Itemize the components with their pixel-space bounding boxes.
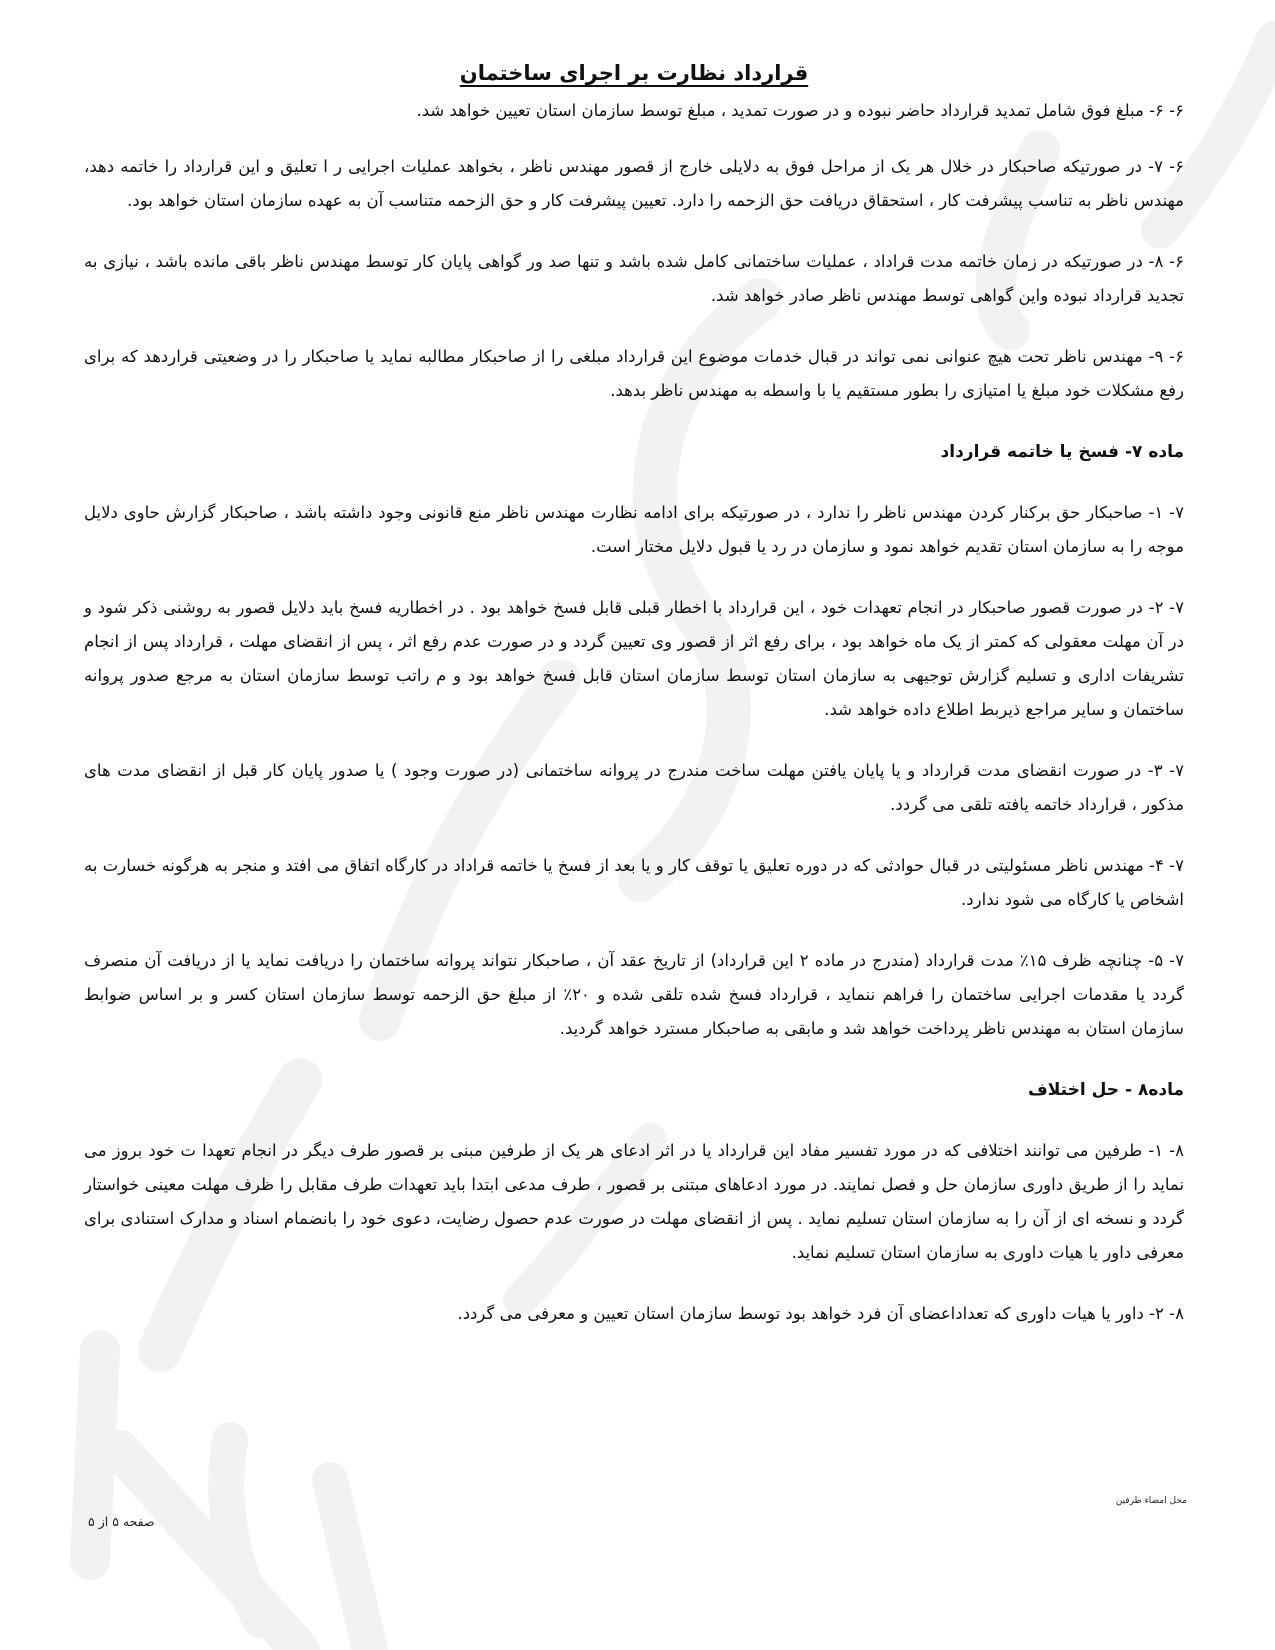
document-title: قرارداد نظارت بر اجرای ساختمان <box>459 61 809 85</box>
clause-6-8: ۶- ۸- در صورتیکه در زمان خاتمه مدت قراداد ، عملیات ساختمانی کامل شده باشد و تنها صد ور گواهی پایان کار توسط مهندس ناظر باقی مانده باشد ، نیازی به تجدید قرارداد نبوده واین گواهی توسط مهندس ناظر صادر خواهد شد. <box>84 252 1184 305</box>
clause-7-5: ۷- ۵- چنانچه ظرف ۱۵٪ مدت قرارداد (مندرج در ماده ۲ این قرارداد) از تاریخ عقد آن ، صاحبکار نتواند پروانه ساختمان را دریافت نماید یا از دریافت آن منصرف گردد یا مقدمات اجرایی ساختمان را فراهم ننماید ، قرارداد فسخ شده تلقی شده و ۲۰٪ از مبلغ حق الزحمه توسط سازمان استان کسر و بر اساس ضوابط سازمان استان به مهندس ناظر پرداخت خواهد شد و مابقی به صاحبکار مسترد خواهد گردید. <box>84 951 1185 1038</box>
clause-7-2: ۷- ۲- در صورت قصور صاحبکار در انجام تعهدات خود ، این قرارداد با اخطار قبلی قابل فسخ خواهد بود . در اخطاریه فسخ باید دلایل قصور به روشنی ذکر شود و در آن مهلت معقولی که کمتر از یک ماه خواهد بود ، برای رفع اثر از قصور وی تعیین گردد و در صورت عدم رفع اثر ، پس از انقضای مهلت ، قرارداد پس از انجام تشریفات اداری و تسلیم گزارش توجیهی به سازمان استان توسط سازمان استان قابل فسخ خواهد بود و م راتب توسط سازمان استان به مرجع صدور پروانه ساختمان و سایر مراجع ذیربط اطلاع داده خواهد شد. <box>84 598 1185 719</box>
clause-7-4: ۷- ۴- مهندس ناظر مسئولیتی در قبال حوادثی که در دوره تعلیق یا توقف کار و یا بعد از فسخ یا خاتمه قراداد در کارگاه اتفاق می افتد و منجر به هرگونه خسارت به اشخاص یا کارگاه می شود ندارد. <box>84 856 1184 909</box>
article-8-heading: ماده۸ - حل اختلاف <box>1028 1080 1184 1100</box>
article-7-heading: ماده ۷- فسخ یا خاتمه قرارداد <box>940 442 1184 462</box>
clause-8-2: ۸- ۲- داور یا هیات داوری که تعداداعضای آن فرد خواهد بود توسط سازمان استان تعیین و معرفی می گردد. <box>457 1304 1184 1323</box>
clause-7-3: ۷- ۳- در صورت انقضای مدت قرارداد و یا پایان یافتن مهلت ساخت مندرج در پروانه ساختمانی (در صورت وجود ) یا صدور پایان کار قبل از انقضای مدت های مذکور ، قرارداد خاتمه یافته تلقی می گردد. <box>84 761 1185 814</box>
clause-7-1: ۷- ۱- صاحبکار حق برکنار کردن مهندس ناظر را ندارد ، در صورتیکه برای ادامه نظارت مهندس ناظر منع قانونی وجود داشته باشد ، صاحبکار گزارش حاوی دلایل موجه را به سازمان استان تقدیم خواهد نمود و سازمان در رد یا قبول دلایل مختار است. <box>84 503 1185 556</box>
clause-6-9: ۶- ۹- مهندس ناظر تحت هیچ عنوانی نمی تواند در قبال خدمات موضوع این قرارداد مبلغی را از صاحبکار مطالبه نماید یا صاحبکار را در وضعیتی قراردهد که برای رفع مشکلات خود مبلغ یا امتیازی را بطور مستقیم یا با واسطه به مهندس ناظر بدهد. <box>84 347 1184 400</box>
clause-8-1: ۸- ۱- طرفین می توانند اختلافی که در مورد تفسیر مفاد این قرارداد یا در اثر ادعای هر یک از طرفین مبنی بر قصور طرف دیگر در انجام تعهدا ت خود بروز می نماید را از طریق داوری سازمان حل و فصل نمایند. در مورد ادعاهای مبتنی بر قصور ، طرف مدعی ابتدا باید تعهدات طرف مقابل را ظرف مهلت معینی خواستار گردد و نسخه ای از آن را به سازمان استان تسلیم نماید . پس از انقضای مهلت در صورت عدم حصول رضایت، دعوی خود را بانضمام اسناد و مدارک استنادی برای معرفی داور یا هیات داوری به سازمان استان تسلیم نماید. <box>84 1141 1184 1262</box>
document-page <box>84 58 1184 1331</box>
signature-label: محل امضاء طرفین <box>1115 1496 1187 1506</box>
clause-6-7: ۶- ۷- در صورتیکه صاحبکار در خلال هر یک از مراحل فوق به دلایلی خارج از قصور مهندس ناظر ، بخواهد عملیات اجرایی ر ا تعلیق و این قرارداد را خاتمه دهد، مهندس ناظر به تناسب پیشرفت کار ، استحقاق دریافت حق الزحمه را دارد. تعیین پیشرفت کار و حق الزحمه متناسب آن به عهده سازمان استان خواهد بود. <box>84 157 1184 210</box>
clause-6-6: ۶- ۶- مبلغ فوق شامل تمدید قرارداد حاضر نبوده و در صورت تمدید ، مبلغ توسط سازمان استان تعیین خواهد شد. <box>416 101 1184 120</box>
page-number: صفحه ۵ از ۵ <box>88 1514 155 1529</box>
